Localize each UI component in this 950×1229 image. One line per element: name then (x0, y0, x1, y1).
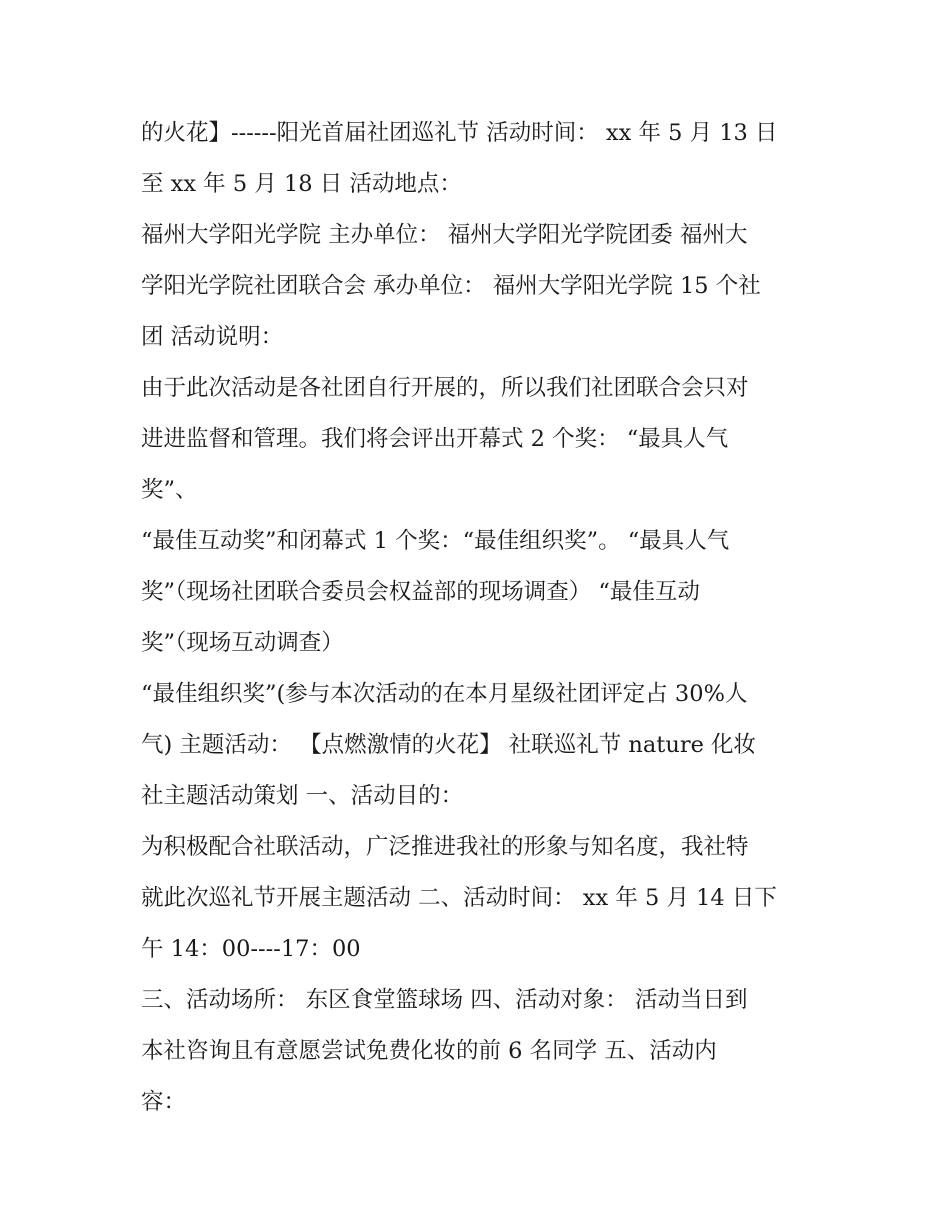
text-line: 奖”（现场互动调查） (141, 630, 344, 656)
text-line: 奖”、 (141, 477, 198, 503)
text-line: “最佳互动奖”和闭幕式 1 个奖：“最佳组织奖”。 “最具人气 (141, 528, 730, 554)
text-line: 容： (141, 1089, 187, 1115)
text-line: 本社咨询且有意愿尝试免费化妆的前 6 名同学 五、活动内 (141, 1038, 717, 1064)
text-line: 午 14：00----17：00 (141, 936, 361, 962)
text-line: 的火花】------阳光首届社团巡礼节 活动时间： xx 年 5 月 13 日 (141, 120, 778, 146)
text-line: 至 xx 年 5 月 18 日 活动地点： (141, 171, 462, 197)
text-line: 气) 主题活动： 【点燃激情的火花】 社联巡礼节 nature 化妆 (141, 732, 757, 758)
text-line: 由于此次活动是各社团自行开展的，所以我们社团联合会只对 (141, 375, 749, 401)
text-line: 学阳光学院社团联合会 承办单位： 福州大学阳光学院 15 个社 (141, 273, 761, 299)
document-body (141, 108, 821, 1128)
text-line: 三、活动场所： 东区食堂篮球场 四、活动对象： 活动当日到 (141, 987, 748, 1013)
text-line: 团 活动说明： (141, 324, 284, 350)
text-line: 就此次巡礼节开展主题活动 二、活动时间： xx 年 5 月 14 日下 (141, 885, 777, 911)
text-line: 福州大学阳光学院 主办单位： 福州大学阳光学院团委 福州大 (141, 222, 748, 248)
text-line: 进进监督和管理。我们将会评出开幕式 2 个奖： “最具人气 (141, 426, 729, 452)
text-line: “最佳组织奖”(参与本次活动的在本月星级社团评定占 30%人 (141, 681, 748, 707)
text-line: 为积极配合社联活动，广泛推进我社的形象与知名度，我社特 (141, 834, 749, 860)
text-line: 奖”（现场社团联合委员会权益部的现场调查） “最佳互动 (141, 579, 700, 605)
text-line: 社主题活动策划 一、活动目的： (141, 783, 464, 809)
